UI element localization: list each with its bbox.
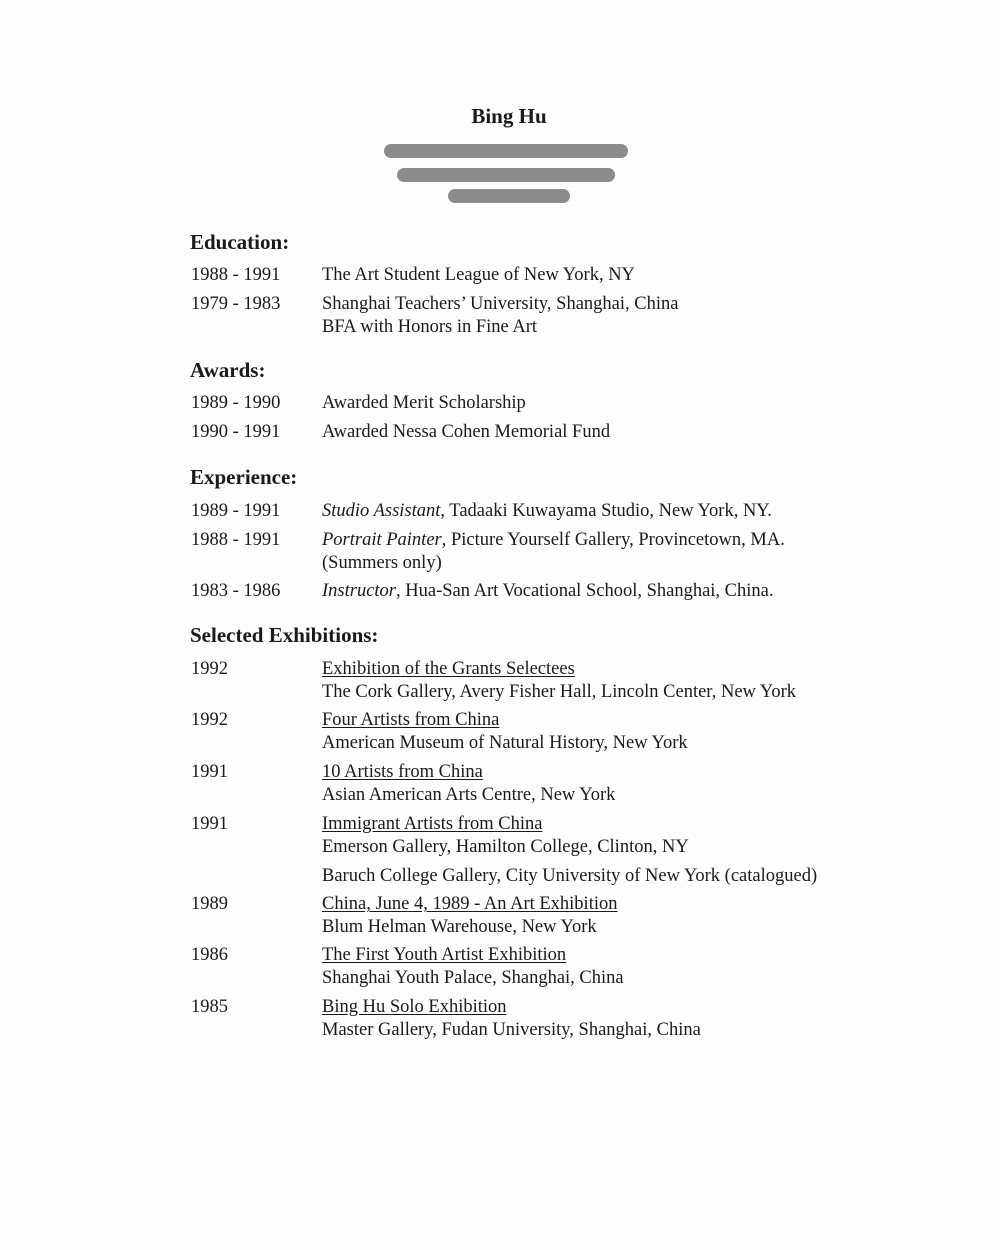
experience-note: (Summers only): [322, 553, 442, 573]
experience-date: 1988 - 1991: [191, 530, 281, 550]
award-date: 1989 - 1990: [191, 393, 281, 413]
experience-line: [322, 529, 785, 552]
experience-date: 1989 - 1991: [191, 501, 281, 521]
experience-role: Portrait Painter: [322, 530, 442, 550]
exhibition-year: 1989: [191, 894, 228, 914]
award-date: 1990 - 1991: [191, 422, 281, 442]
exhibition-venue: Baruch College Gallery, City University of New York (catalogued): [322, 866, 818, 886]
redacted-contact-line-3: [448, 189, 570, 203]
exhibition-detail: [322, 709, 688, 755]
exhibitions-heading: Selected Exhibitions:: [190, 623, 379, 647]
awards-heading: Awards:: [190, 358, 266, 382]
exhibition-year: 1986: [191, 945, 228, 965]
redacted-contact-line-1: [384, 144, 628, 158]
exhibition-venue: American Museum of Natural History, New York: [322, 733, 688, 753]
exhibition-detail: [322, 761, 615, 807]
exhibition-title: Four Artists from China: [322, 710, 500, 730]
experience-date: 1983 - 1986: [191, 581, 281, 601]
exhibition-venue: Master Gallery, Fudan University, Shanghai, China: [322, 1020, 701, 1040]
exhibition-detail: [322, 813, 817, 888]
education-detail: [322, 293, 678, 339]
education-date: 1988 - 1991: [191, 265, 281, 285]
education-line: The Art Student League of New York, NY: [322, 265, 635, 285]
exhibition-title: The First Youth Artist Exhibition: [322, 945, 567, 965]
education-detail: [322, 264, 635, 287]
award-text: Awarded Nessa Cohen Memorial Fund: [322, 422, 611, 442]
redacted-contact-line-2: [397, 168, 615, 182]
education-line: Shanghai Teachers’ University, Shanghai, China: [322, 294, 679, 314]
education-heading: Education:: [190, 230, 290, 254]
exhibition-year: 1991: [191, 762, 228, 782]
experience-employer: , Tadaaki Kuwayama Studio, New York, NY.: [440, 501, 772, 521]
exhibition-title: Exhibition of the Grants Selectees: [322, 659, 575, 679]
exhibition-detail: [322, 893, 617, 939]
experience-role: Instructor: [322, 581, 396, 601]
exhibition-year: 1985: [191, 997, 228, 1017]
experience-employer: , Picture Yourself Gallery, Provincetown, MA.: [441, 530, 785, 550]
experience-employer: , Hua-San Art Vocational School, Shanghai, China.: [396, 581, 774, 601]
exhibition-title: Bing Hu Solo Exhibition: [322, 997, 507, 1017]
page-title: Bing Hu: [471, 104, 547, 128]
exhibition-title: Immigrant Artists from China: [322, 814, 543, 834]
exhibition-year: 1991: [191, 814, 228, 834]
exhibition-year: 1992: [191, 710, 228, 730]
exhibition-venue: Shanghai Youth Palace, Shanghai, China: [322, 968, 624, 988]
exhibition-venue: Emerson Gallery, Hamilton College, Clinton, NY: [322, 837, 689, 857]
experience-detail: [322, 500, 772, 523]
award-text: Awarded Merit Scholarship: [322, 393, 526, 413]
exhibition-detail: [322, 944, 624, 990]
experience-role: Studio Assistant: [322, 501, 441, 521]
exhibition-venue: Blum Helman Warehouse, New York: [322, 917, 597, 937]
exhibition-venue: The Cork Gallery, Avery Fisher Hall, Lincoln Center, New York: [322, 682, 796, 702]
experience-heading: Experience:: [190, 465, 298, 489]
experience-detail: [322, 580, 774, 603]
exhibition-year: 1992: [191, 659, 228, 679]
exhibition-title: 10 Artists from China: [322, 762, 483, 782]
education-degree: BFA with Honors in Fine Art: [322, 317, 537, 337]
education-date: 1979 - 1983: [191, 294, 281, 314]
exhibition-detail: [322, 996, 701, 1042]
experience-detail: [322, 529, 785, 575]
exhibition-venue: Asian American Arts Centre, New York: [322, 785, 616, 805]
exhibition-title: China, June 4, 1989 - An Art Exhibition: [322, 894, 618, 914]
exhibition-detail: [322, 658, 796, 704]
